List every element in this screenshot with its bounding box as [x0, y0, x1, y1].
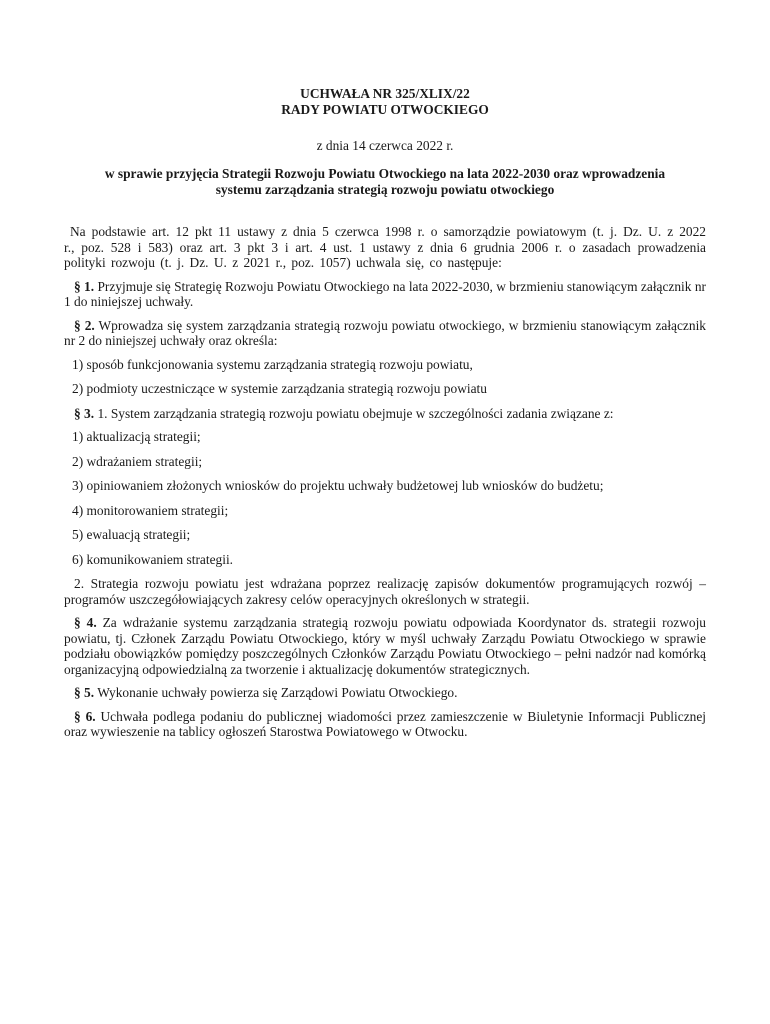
paragraph-1	[64, 279, 706, 310]
list-item: 4) monitorowaniem strategii;	[72, 502, 229, 518]
paragraph-3	[64, 406, 706, 422]
paragraph-2	[64, 318, 706, 349]
list-item: 5) ewaluacją strategii;	[72, 527, 191, 542]
paragraph-2-text: Wprowadza się system zarządzania strategią rozwoju powiatu otwockiego, w brzmieniu stanowiącym załącznik nr 2 do niniejszej uchwały oraz określa:	[64, 317, 706, 348]
subject-line-1: w sprawie przyjęcia Strategii Rozwoju Powiatu Otwockiego na lata 2022-2030 oraz wprowadzenia	[104, 166, 666, 181]
list-item: 1) sposób funkcjonowania systemu zarządzania strategią rozwoju powiatu,	[72, 356, 473, 372]
paragraph-5	[64, 685, 706, 701]
paragraph-4-label: § 4.	[74, 615, 97, 630]
paragraph-4	[64, 615, 706, 677]
list-item: 2) wdrażaniem strategii;	[72, 453, 203, 469]
list-item: 1) aktualizacją strategii;	[72, 429, 201, 444]
paragraph-6-text: Uchwała podlega podaniu do publicznej wiadomości przez zamieszczenie w Biuletynie Informacji Publicznej oraz wywieszenie na tablicy ogłoszeń Starostwa Powiatowego w Otwocku.	[64, 708, 706, 739]
paragraph-3-point-2: 2. Strategia rozwoju powiatu jest wdrażana poprzez realizację zapisów dokumentów programujących rozwój – programów uszczegółowiających zakresy celów operacyjnych określonych w strategii.	[64, 576, 706, 607]
list-item: 3) opiniowaniem złożonych wniosków do projektu uchwały budżetowej lub wniosków do budżetu;	[72, 478, 604, 493]
paragraph-2-label: § 2.	[74, 317, 95, 333]
resolution-date: z dnia 14 czerwca 2022 r.	[316, 138, 454, 153]
list-item: 2) podmioty uczestniczące w systemie zarządzania strategią rozwoju powiatu	[72, 381, 487, 396]
paragraph-6-label: § 6.	[74, 708, 96, 724]
paragraph-1-text: Przyjmuje się Strategię Rozwoju Powiatu Otwockiego na lata 2022-2030, w brzmieniu stanowiącym załącznik nr 1 do niniejszej uchwały.	[64, 278, 706, 309]
resolution-subject	[68, 166, 702, 197]
paragraph-6	[64, 709, 706, 740]
paragraph-1-label: § 1.	[74, 278, 95, 294]
paragraph-4-text: Za wdrażanie systemu zarządzania strategią rozwoju powiatu odpowiada Koordynator ds. strategii rozwoju powiatu, tj. Członek Zarządu Powiatu Otwockiego, który w myśl uchwały Zarządu Powiatu Otwockiego w sprawie podziału obowiązków pomiędzy poszczególnych Członków Zarządu Powiatu Otwockiego – pełni nadzór nad komórką organizacyjną odpowiedzialną za tworzenie i aktualizację dokumentów strategicznych.	[64, 615, 706, 677]
resolution-body	[64, 224, 706, 748]
resolution-number: UCHWAŁA NR 325/XLIX/22	[300, 86, 470, 101]
paragraph-5-label: § 5.	[74, 685, 95, 700]
issuing-authority: RADY POWIATU OTWOCKIEGO	[281, 102, 489, 117]
paragraph-3-text: 1. System zarządzania strategią rozwoju powiatu obejmuje w szczególności zadania związane z:	[94, 405, 614, 421]
paragraph-3-label: § 3.	[74, 405, 95, 421]
paragraph-5-text: Wykonanie uchwały powierza się Zarządowi Powiatu Otwockiego.	[94, 685, 458, 700]
legal-basis-paragraph: Na podstawie art. 12 pkt 11 ustawy z dnia 5 czerwca 1998 r. o samorządzie powiatowym (t. j. Dz. U. z 2022 r., poz. 528 i 583) oraz art. 3 pkt 3 i art. 4 ust. 1 ustawy z dnia 6 grudnia 2006 r. o zasadach prowadzenia polityki rozwoju (t. j. Dz. U. z 2021 r., poz. 1057) uchwala się, co następuje:	[64, 224, 706, 270]
subject-line-2: systemu zarządzania strategią rozwoju powiatu otwockiego	[215, 181, 555, 197]
list-item: 6) komunikowaniem strategii.	[72, 551, 234, 567]
